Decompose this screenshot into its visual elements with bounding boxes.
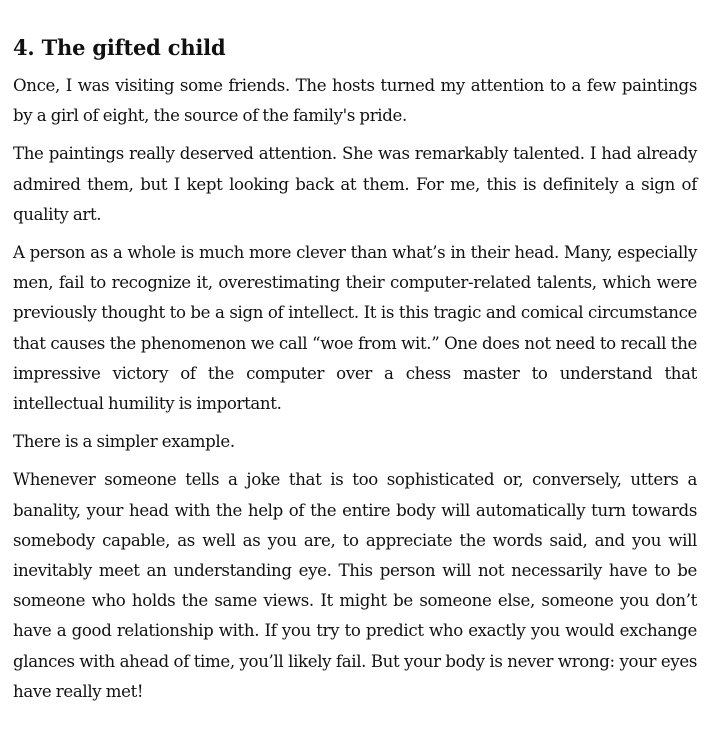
paragraph: Whenever someone tells a joke that is too sophisticated or, conversely, utters a banality, your head with the help of the entire body will automatically turn towards somebody capable, as well as you are, to appreciate the words said, and you will inevitably meet an understanding eye. This person will not necessarily have to be someone who holds the same views. It might be someone else, someone you don’t have a good relationship with. If you try to predict who exactly you would exchange glances with ahead of time, you’ll likely fail. But your body is never wrong: your eyes have really met! <box>13 470 697 701</box>
paragraph: The paintings really deserved attention. She was remarkably talented. I had already admired them, but I kept looking back at them. For me, this is definitely a sign of quality art. <box>13 144 697 224</box>
paragraph: There is a simpler example. <box>13 432 235 452</box>
paragraph: A person as a whole is much more clever than what’s in their head. Many, especially men, fail to recognize it, overestimating their computer-related talents, which were previously thought to be a sign of intellect. It is this tragic and comical circumstance that causes the phenomenon we call “woe from wit.” One does not need to recall the impressive victory of the computer over a chess master to understand that intellectual humility is important. <box>13 243 697 414</box>
paragraph: Once, I was visiting some friends. The hosts turned my attention to a few paintings by a girl of eight, the source of the family's pride. <box>13 76 697 126</box>
chapter-title: 4. The gifted child <box>13 35 226 60</box>
chapter-body <box>13 71 697 707</box>
